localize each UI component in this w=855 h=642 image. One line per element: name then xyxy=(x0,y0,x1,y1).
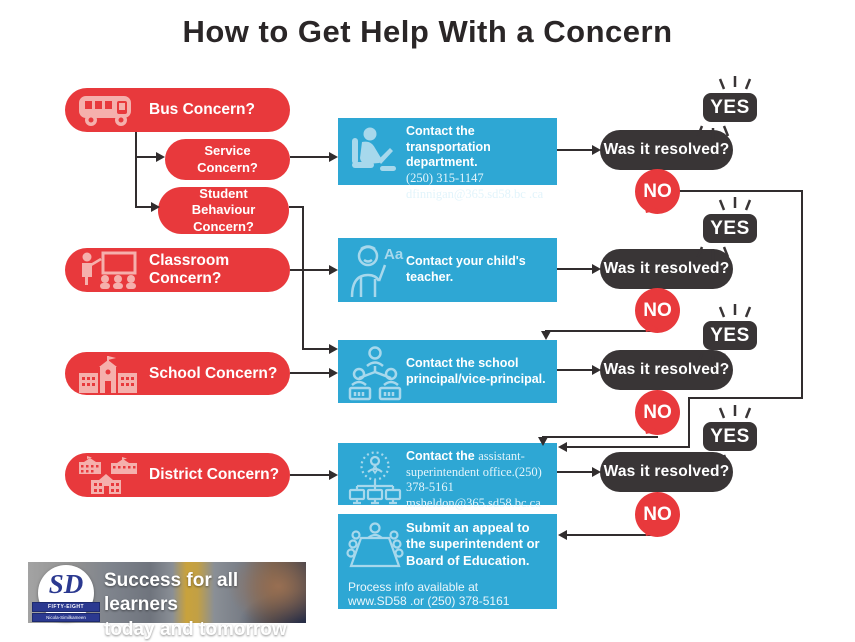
connector-line xyxy=(290,269,330,271)
sd58-monogram: SD xyxy=(48,569,84,599)
district-slogan xyxy=(104,569,306,642)
arrowhead xyxy=(592,467,601,477)
pill-service-label: Service Concern? xyxy=(197,143,258,175)
pill-student-behaviour-concern xyxy=(158,187,289,234)
superintendent-network-icon xyxy=(344,451,406,505)
district-icon xyxy=(77,455,139,495)
burst-icon xyxy=(719,304,751,319)
pill-student-label: Student Behaviour Concern? xyxy=(191,186,256,234)
connector-line xyxy=(135,132,137,208)
arrowhead xyxy=(558,530,567,540)
box-principal xyxy=(338,340,557,403)
transportation-phone: (250) 315-1147 xyxy=(406,170,484,185)
district-banner xyxy=(28,562,306,640)
connector-line xyxy=(688,397,690,447)
burst-icon xyxy=(697,245,729,260)
connector-line xyxy=(302,206,304,350)
connector-line xyxy=(688,397,803,399)
connector-line xyxy=(290,474,330,476)
box-teacher xyxy=(338,238,557,302)
connector-line xyxy=(557,268,593,270)
decision-pill-4: Was it resolved? xyxy=(600,452,733,492)
yes-badge-1: YES xyxy=(703,93,757,122)
board-meeting-icon xyxy=(344,522,406,576)
sd58-logo xyxy=(38,565,94,621)
box-transportation xyxy=(338,118,557,201)
pill-school-label: School Concern? xyxy=(149,364,278,382)
assistant-email: msheldon@365.sd58.bc.ca xyxy=(406,495,541,510)
burst-icon xyxy=(697,453,729,468)
arrowhead xyxy=(329,152,338,162)
arrowhead xyxy=(329,265,338,275)
sd58-ribbon xyxy=(32,602,100,622)
yes-badge-3: YES xyxy=(703,321,757,350)
arrowhead xyxy=(541,331,551,340)
arrowhead xyxy=(592,145,601,155)
no-bubble-3: NO xyxy=(635,390,680,435)
pill-bus-concern xyxy=(65,88,290,132)
teacher-icon xyxy=(344,243,406,299)
svg-text:Aa: Aa xyxy=(384,246,404,263)
principal-text: Contact the school principal/vice-principal. xyxy=(406,355,546,386)
slogan-line-1: Success for all learners xyxy=(104,570,239,616)
burst-icon xyxy=(719,197,751,212)
connector-line xyxy=(679,190,803,192)
assistant-text-lead: Contact the xyxy=(406,449,475,463)
box-appeal xyxy=(338,514,557,609)
transportation-email: dfinnigan@365.sd58.bc .ca xyxy=(406,186,544,201)
burst-icon xyxy=(697,352,729,367)
connector-line xyxy=(557,369,593,371)
school-icon xyxy=(77,355,139,393)
connector-line xyxy=(135,156,157,158)
connector-line xyxy=(290,156,330,158)
pill-classroom-label: Classroom Concern? xyxy=(149,252,230,287)
connector-line xyxy=(135,206,152,208)
arrowhead xyxy=(592,365,601,375)
connector-line xyxy=(557,471,593,473)
bus-icon xyxy=(77,92,139,128)
arrowhead xyxy=(329,470,338,480)
no-bubble-1: NO xyxy=(635,169,680,214)
arrowhead xyxy=(151,202,160,212)
sd58-ribbon-line1: FIFTY-EIGHT xyxy=(32,602,100,612)
yes-badge-2: YES xyxy=(703,214,757,243)
arrowhead xyxy=(156,152,165,162)
pill-bus-label: Bus Concern? xyxy=(149,101,255,118)
connector-line xyxy=(801,190,803,399)
transportation-text: Contact the transportation department. xyxy=(406,124,491,170)
burst-icon xyxy=(719,76,751,91)
burst-icon xyxy=(719,405,751,420)
arrowhead xyxy=(329,368,338,378)
no-bubble-4: NO xyxy=(635,492,680,537)
arrowhead xyxy=(592,264,601,274)
box-assistant-superintendent xyxy=(338,443,557,510)
decision-pill-1: Was it resolved? xyxy=(600,130,733,170)
appeal-info-line1: Process info available at xyxy=(348,580,479,594)
assistant-text-detail: assistant-superintendent office.(250) 378-5161 xyxy=(406,449,542,495)
connector-line xyxy=(302,348,330,350)
org-chart-icon xyxy=(344,346,406,400)
decision-pill-2: Was it resolved? xyxy=(600,249,733,289)
classroom-icon xyxy=(77,251,139,289)
pill-service-concern xyxy=(165,139,290,180)
page-title: How to Get Help With a Concern xyxy=(182,14,673,49)
arrowhead xyxy=(558,442,567,452)
slogan-line-2: today and tomorrow xyxy=(104,618,287,640)
decision-pill-3: Was it resolved? xyxy=(600,350,733,390)
connector-line xyxy=(290,372,330,374)
appeal-text: Submit an appeal to the superintendent or Board of Education. xyxy=(406,520,540,568)
arrowhead xyxy=(329,344,338,354)
pill-district-concern xyxy=(65,453,290,497)
connector-line xyxy=(566,446,690,448)
pill-district-label: District Concern? xyxy=(149,466,280,483)
connector-line xyxy=(557,149,593,151)
sd58-ribbon-line2: Nicola-Similkameen xyxy=(32,613,100,622)
pill-school-concern xyxy=(65,352,290,395)
burst-icon xyxy=(697,124,729,139)
pill-classroom-concern xyxy=(65,248,290,292)
arrowhead xyxy=(538,437,548,446)
appeal-info-line2: www.SD58 .or (250) 378-5161 xyxy=(348,594,510,608)
no-bubble-2: NO xyxy=(635,288,680,333)
bus-seat-person-icon xyxy=(344,126,406,178)
yes-badge-4: YES xyxy=(703,422,757,451)
teacher-text: Contact your child's teacher. xyxy=(406,254,526,284)
